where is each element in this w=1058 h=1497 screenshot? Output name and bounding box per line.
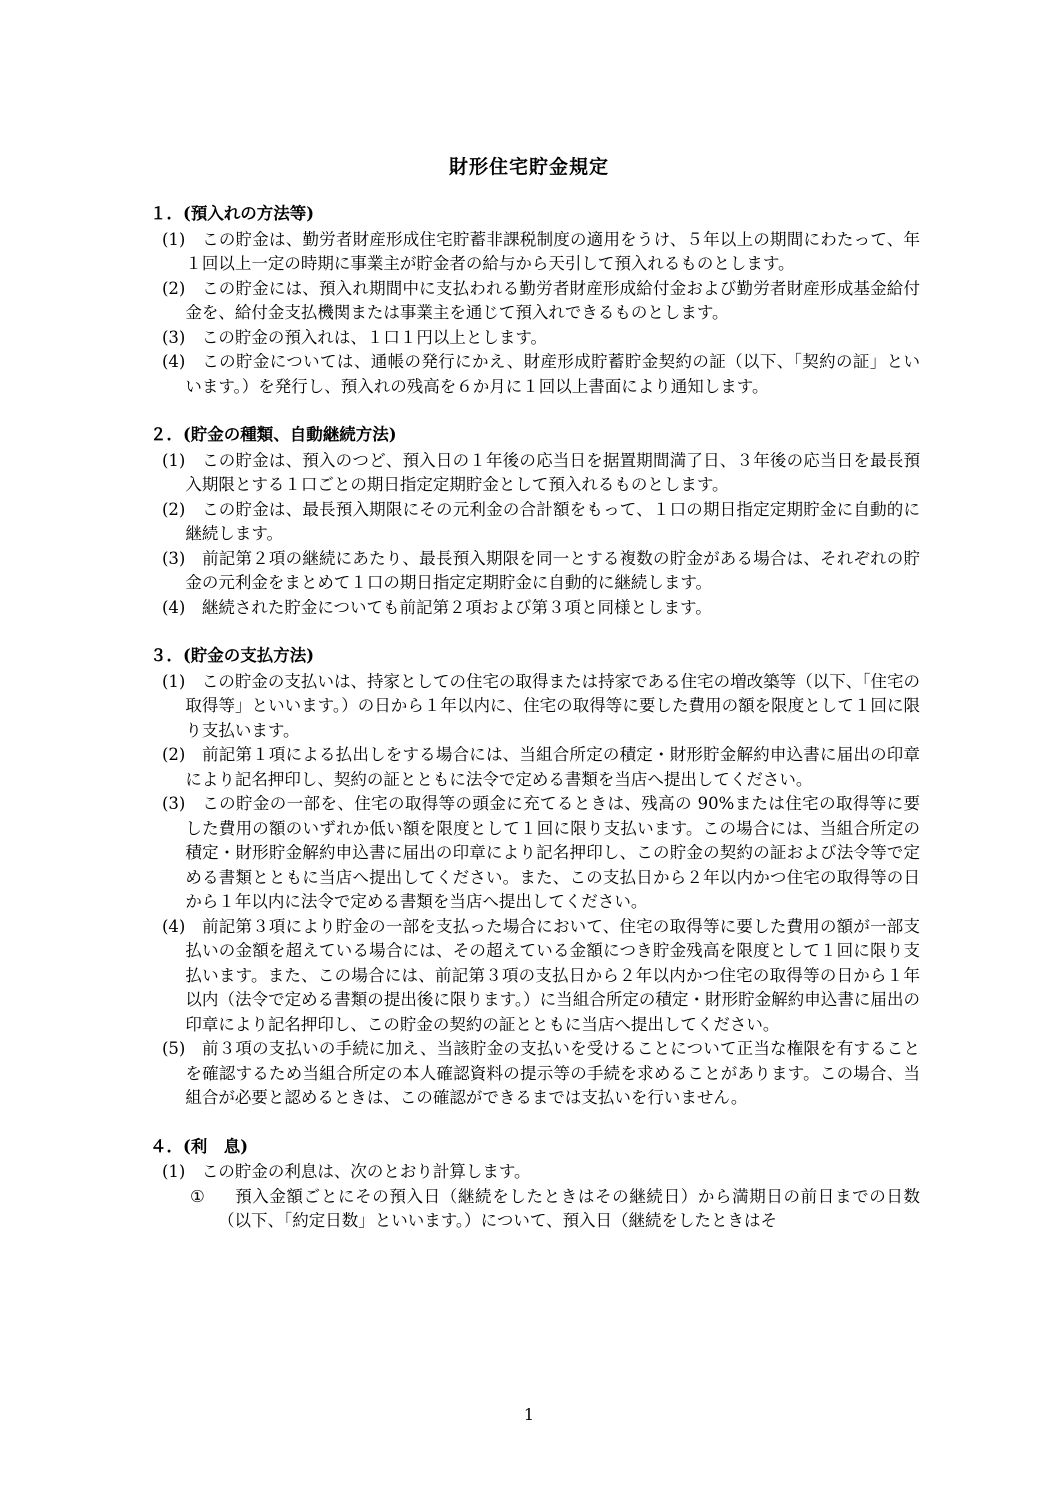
item-text: この貯金は、最長預入期限にその元利金の合計額をもって、１口の期日指定定期貯金に自動的に継続します。 [185, 499, 920, 543]
section-heading: １．(預入れの方法等) [150, 204, 315, 223]
page-number: 1 [523, 1405, 535, 1424]
item-text: この貯金は、勤労者財産形成住宅貯蓄非課税制度の適用をうけ、５年以上の期間にわたって、年１回以上一定の時期に事業主が貯金者の給与から天引して預入れるものとします。 [185, 229, 920, 273]
item-text: この貯金は、預入のつど、預入日の１年後の応当日を据置期間満了日、３年後の応当日を最長預入期限とする１口ごとの期日指定定期貯金として預入れるものとします。 [185, 450, 920, 494]
section-heading: ４．(利 息) [150, 1136, 249, 1156]
section-heading: ３．(貯金の支払方法) [150, 646, 315, 665]
item-number: (3) [162, 548, 186, 568]
document-body [150, 202, 920, 1258]
list-item [150, 498, 920, 547]
list-item [150, 596, 920, 621]
list-item [150, 326, 920, 351]
list-item [150, 743, 920, 792]
section-heading: ２．(貯金の種類、自動継続方法) [150, 425, 397, 444]
item-number: (4) [162, 352, 186, 371]
item-number: (1) [162, 450, 186, 470]
list-item [150, 277, 920, 326]
item-number: (4) [162, 597, 186, 617]
item-text: この貯金の支払いは、持家としての住宅の取得または持家である住宅の増改築等（以下、「住宅の取得等」といいます。）の日から１年以内に、住宅の取得等に要した費用の額を限度として１回に限り支払います。 [185, 671, 920, 740]
item-number: (1) [162, 671, 186, 691]
item-number: (3) [162, 327, 186, 347]
item-number: (5) [162, 1039, 186, 1058]
item-text: 前３項の支払いの手続に加え、当該貯金の支払いを受けることについて正当な権限を有することを確認するため当組合所定の本人確認資料の提示等の手続を求めることがあります。この場合、当組合が必要と認めるときは、この確認ができるまでは支払いを行いません。 [185, 1039, 920, 1107]
item-text: 前記第３項により貯金の一部を支払った場合において、住宅の取得等に要した費用の額が一部支払いの金額を超えている場合には、その超えている金額につき貯金残高を限度として１回に限り支払います。また、この場合には、前記第３項の支払日から２年以内かつ住宅の取得等の日から１年以内（法令で定める書類の提出後に限ります。）に当組合所定の積定・財形貯金解約申込書に届出の印章により記名押印し、この貯金の契約の証とともに当店へ提出してください。 [185, 916, 920, 1034]
section-4 [150, 1135, 920, 1234]
list-item [150, 228, 920, 277]
list-item [150, 1037, 920, 1111]
list-item [150, 547, 920, 596]
item-number: (2) [162, 499, 186, 519]
section-1 [150, 202, 920, 399]
item-text: 前記第１項による払出しをする場合には、当組合所定の積定・財形貯金解約申込書に届出の印章により記名押印し、契約の証とともに法令で定める書類を当店へ提出してください。 [185, 745, 920, 789]
sub-item-number: ① [190, 1186, 205, 1206]
section-3 [150, 644, 920, 1111]
sub-list-item [184, 1185, 920, 1234]
item-number: (4) [162, 916, 186, 936]
item-number: (2) [162, 278, 186, 298]
list-item [150, 1160, 920, 1185]
item-number: (1) [162, 229, 186, 249]
page-title: 財形住宅貯金規定 [448, 156, 609, 178]
list-item [150, 670, 920, 744]
sub-item-text: 預入金額ごとにその預入日（継続をしたときはその継続日）から満期日の前日までの日数（以下、「約定日数」といいます。）について、預入日（継続をしたときはそ [218, 1186, 920, 1230]
list-item [150, 792, 920, 915]
item-text: この貯金の利息は、次のとおり計算します。 [185, 1162, 531, 1181]
list-item [150, 915, 920, 1038]
item-number: (3) [162, 794, 186, 813]
item-number: (2) [162, 745, 186, 764]
item-text: この貯金には、預入れ期間中に支払われる勤労者財産形成給付金および勤労者財産形成基金給付金を、給付金支払機関または事業主を通じて預入れできるものとします。 [185, 278, 920, 322]
item-text: この貯金の預入れは、１口１円以上とします。 [185, 327, 548, 347]
item-text: この貯金については、通帳の発行にかえ、財産形成貯蓄貯金契約の証（以下、「契約の証」といいます。）を発行し、預入れの残高を６か月に１回以上書面により通知します。 [185, 352, 920, 396]
item-text: 前記第２項の継続にあたり、最長預入期限を同一とする複数の貯金がある場合は、それぞれの貯金の元利金をまとめて１口の期日指定定期貯金に自動的に継続します。 [185, 548, 921, 592]
item-number: (1) [162, 1162, 186, 1181]
list-item [150, 350, 920, 399]
item-text: この貯金の一部を、住宅の取得等の頭金に充てるときは、残高の 90%または住宅の取得等に要した費用の額のいずれか低い額を限度として１回に限り支払います。この場合には、当組合所定の積定・財形貯金解約申込書に届出の印章により記名押印し、この貯金の契約の証および法令等で定める書類とともに当店へ提出してください。また、この支払日から２年以内かつ住宅の取得等の日から１年以内に法令で定める書類を当店へ提出してください。 [185, 794, 920, 911]
item-text: 継続された貯金についても前記第２項および第３項と同様とします。 [185, 597, 712, 617]
list-item [150, 449, 920, 498]
section-2 [150, 423, 920, 620]
